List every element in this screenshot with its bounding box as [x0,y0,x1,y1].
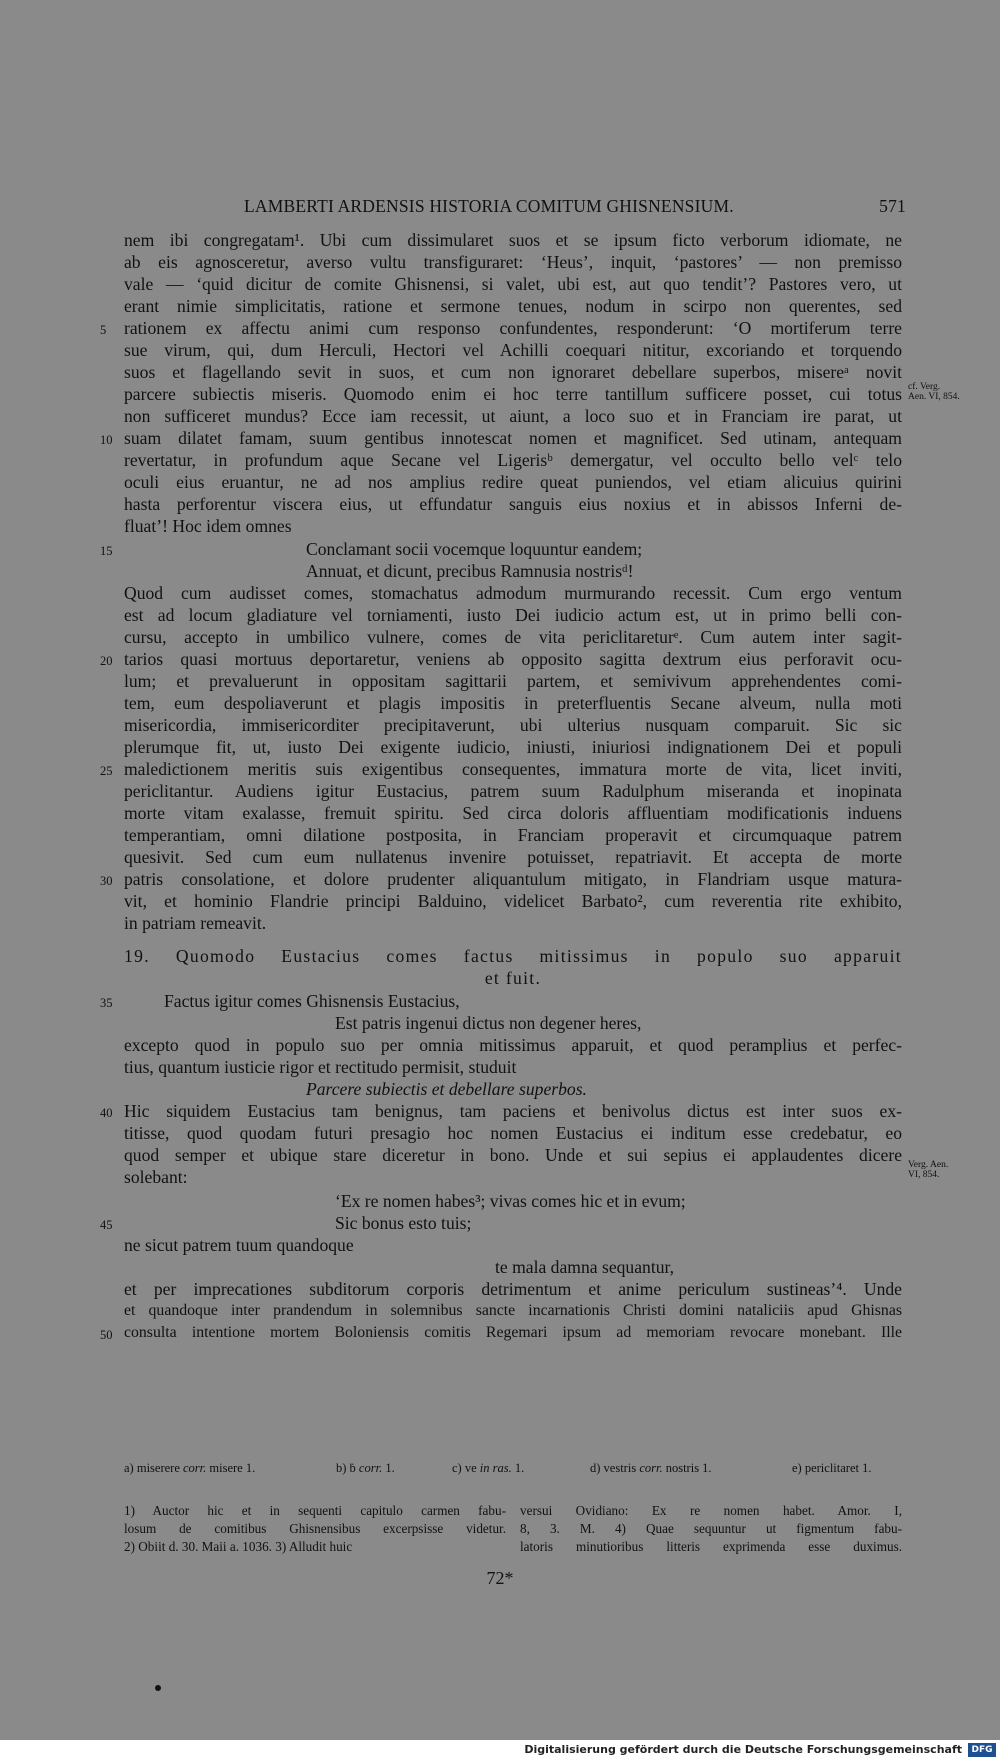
text-line: lum; et prevaluerunt in oppositam sagittarii partem, et semivivum apprehendentes comi- [124,671,902,691]
footnote-line: losum de comitibus Ghisnensibus excerpsisse videtur. [124,1521,506,1536]
text-line: misericordia, immisericorditer precipitaverunt, ubi ulterius nusquam comparuit. Sic sic [124,715,902,735]
speck [155,1685,161,1691]
apparatus-note: a) miserere corr. misere 1. [124,1461,256,1475]
text-line: Hic siquidem Eustacius tam benignus, tam paciens et benivolus dictus est inter suos ex- [124,1101,902,1121]
text-line: ne sicut patrem tuum quandoque [124,1235,354,1255]
apparatus-note: b) ḃ corr. 1. [336,1461,395,1475]
verse-line: te mala damna sequantur, [495,1257,675,1277]
text-line: quod semper et ubique stare diceretur in bono. Unde et sui sepius ei applaudentes dicere [124,1145,902,1165]
text-line: patris consolatione, et dolore prudenter aliquantulum mitigato, in Flandriam usque matura- [124,869,902,889]
text-line: titisse, quod quodam futuri presagio hoc nomen Eustacius ei inditum esse credebatur, eo [124,1123,902,1143]
text-line: non sufficeret mundus? Ecce iam recessit, ut aiunt, a loco suo et in Franciam ire parat, ut [124,406,902,426]
text-line: temperantiam, omni dilatione postposita, in Franciam properavit et circumquaque patrem [124,825,902,845]
footnote-line: latoris minutioribus litteris exprimenda esse duximus. [520,1539,902,1554]
text-line: quesivit. Sed cum eum nullatenus invenire potuisset, repatriavit. Et accepta de morte [124,847,902,867]
verse-line: Annuat, et dicunt, precibus Ramnusia nostrisᵈ! [306,561,634,581]
text-line: tius, quantum iusticie rigor et rectitudo permisit, studuit [124,1057,517,1077]
apparatus-note: d) vestris corr. nostris 1. [590,1461,712,1475]
margin-note-line: VI, 854. [908,1170,940,1180]
text-line: ab eis agnosceretur, averso vultu transfiguraret: ‘Heus’, inquit, ‘pastores’ — non premisso [124,252,902,272]
line-number: 50 [100,1328,113,1342]
text-line: vit, et hominio Flandrie principi Balduino, videlicet Barbato², cum reverentia rite exhibito, [124,891,902,911]
verse-line: Factus igitur comes Ghisnensis Eustacius, [164,991,460,1011]
text-line: Quod cum audisset comes, stomachatus admodum murmurando recessit. Cum ergo ventum [124,583,902,603]
dfg-logo: DFG [968,1743,996,1757]
line-number: 25 [100,764,113,778]
text-line: erant nimie simplicitatis, ratione et sermone tenues, nodum in scirpo non querentes, sed [124,296,902,316]
verse-line: Conclamant socii vocemque loquuntur eandem; [306,539,643,559]
text-line: morte vitam exalasse, fremuit spiritu. Sed circa doloris affluentiam modificationis induens [124,803,902,823]
text-line: rationem ex affectu animi cum responso confundentes, responderunt: ‘O mortiferum terre [124,318,902,338]
text-line: suos et flagellando sevit in suos, et cum non ignoraret debellare superbos, misereᵃ novit [124,362,902,382]
text-line: periclitantur. Audiens igitur Eustacius, patrem suum Radulphum miseranda et inopinata [124,781,902,801]
text-line: parcere subiectis miseris. Quomodo enim ei hoc terre tantillum sufficere posset, cui totus [124,384,902,404]
footnote-line: 8, 3. M. 4) Quae sequuntur ut figmentum fabu- [520,1521,902,1536]
margin-note-line: cf. Verg. [908,382,941,392]
verse-line: Parcere subiectis et debellare superbos. [306,1079,587,1099]
text-line: excepto quod in populo suo per omnia mitissimus apparuit, et quod peramplius et perfec- [124,1035,902,1055]
margin-note-line: Verg. Aen. [908,1160,949,1170]
text-line: in patriam remeavit. [124,913,267,933]
text-line: nem ibi congregatam¹. Ubi cum dissimularet suos et se ipsum ficto verborum idiomate, ne [124,230,902,250]
chapter-heading: 19. Quomodo Eustacius comes factus mitissimus in populo suo apparuit [124,946,902,966]
text-line-small: consulta intentione mortem Boloniensis comitis Regemari ipsum ad memoriam revocare monebant. Ille [124,1324,902,1341]
verse-line: ‘Ex re nomen habes³; vivas comes hic et in evum; [335,1191,686,1211]
chapter-heading: et fuit. [484,968,542,988]
footnote-line: 1) Auctor hic et in sequenti capitulo carmen fabu- [124,1503,506,1518]
text-line: hasta perforentur viscera eius, ut effundatur sanguis eius noxius et in abissos Inferni de- [124,494,902,514]
footnote-line: versui Ovidiano: Ex re nomen habet. Amor. I, [520,1503,902,1518]
text-line: fluat’! Hoc idem omnes [124,516,292,536]
text-line: est ad locum gladiature vel torniamenti, iusto Dei iudicio actum est, ut in primo belli con- [124,605,902,625]
line-number: 30 [100,874,113,888]
verse-line: Sic bonus esto tuis; [335,1213,472,1233]
text-line: vale — ‘quid dicitur de comite Ghisnensi, si valet, ubi est, aut quo tendit’? Pastores vero, ut [124,274,902,294]
line-number: 10 [100,433,113,447]
apparatus-note: e) periclitaret 1. [792,1461,872,1475]
line-number: 40 [100,1106,113,1120]
text-line: revertatur, in profundum aque Secane vel Ligerisᵇ demergatur, vel occulto bello velᶜ telo [124,450,902,470]
line-number: 5 [100,323,107,337]
text-line: maledictionem meritis suis exigentibus consequentes, immatura morte de vita, licet inviti, [124,759,902,779]
margin-note [908,1160,968,1180]
text-line-small: et quandoque inter prandendum in solemnibus sancte incarnationis Christi domini nataliciis apud Ghisnas [124,1302,902,1319]
page-number: 571 [879,196,906,216]
footnote-line: 2) Obiit d. 30. Maii a. 1036. 3) Alludit huic [124,1539,353,1554]
text-line: tarios quasi mortuus deportaretur, veniens ab opposito sagitta dextrum eius perforavit ocu- [124,649,902,669]
margin-note-line: Aen. VI, 854. [908,392,960,402]
text-line: solebant: [124,1167,188,1187]
line-number: 45 [100,1218,113,1232]
text-line: cursu, accepto in umbilico vulnere, comes de vita periclitareturᵉ. Cum autem inter sagit- [124,627,902,647]
text-line: sue virum, qui, dum Herculi, Hectori vel Achilli coequari nititur, excoriando et torquendo [124,340,902,360]
text-line: suam dilatet famam, suum gentibus innotescat nomen et magnificet. Sed utinam, antequam [124,428,902,448]
funding-footer [0,1740,1000,1761]
running-header [120,196,906,220]
text-line: tem, eum despoliaverunt et plagis impositis in preterfluentis Secane alveum, nulla moti [124,693,902,713]
verse-line: Est patris ingenui dictus non degener heres, [335,1013,642,1033]
signature-mark: 72* [486,1568,514,1588]
line-number: 15 [100,544,113,558]
text-line: oculi eius eruantur, ne ad nos amplius redire queat puniendos, vel etiam alicuius quirini [124,472,902,492]
line-number: 35 [100,996,113,1010]
margin-note [908,382,968,402]
funding-text: Digitalisierung gefördert durch die Deutsche Forschungsgemeinschaft [524,1743,962,1756]
text-line: plerumque fit, ut, iusto Dei exigente iudicio, iniusti, iniuriosi indignationem Dei et populi [124,737,902,757]
apparatus-note: c) ve in ras. 1. [452,1461,525,1475]
line-number: 20 [100,654,113,668]
text-line: et per imprecationes subditorum corporis detrimentum et anime periculum sustineas’⁴. Unde [124,1279,902,1299]
running-title: LAMBERTI ARDENSIS HISTORIA COMITUM GHISNENSIUM. [244,196,734,216]
